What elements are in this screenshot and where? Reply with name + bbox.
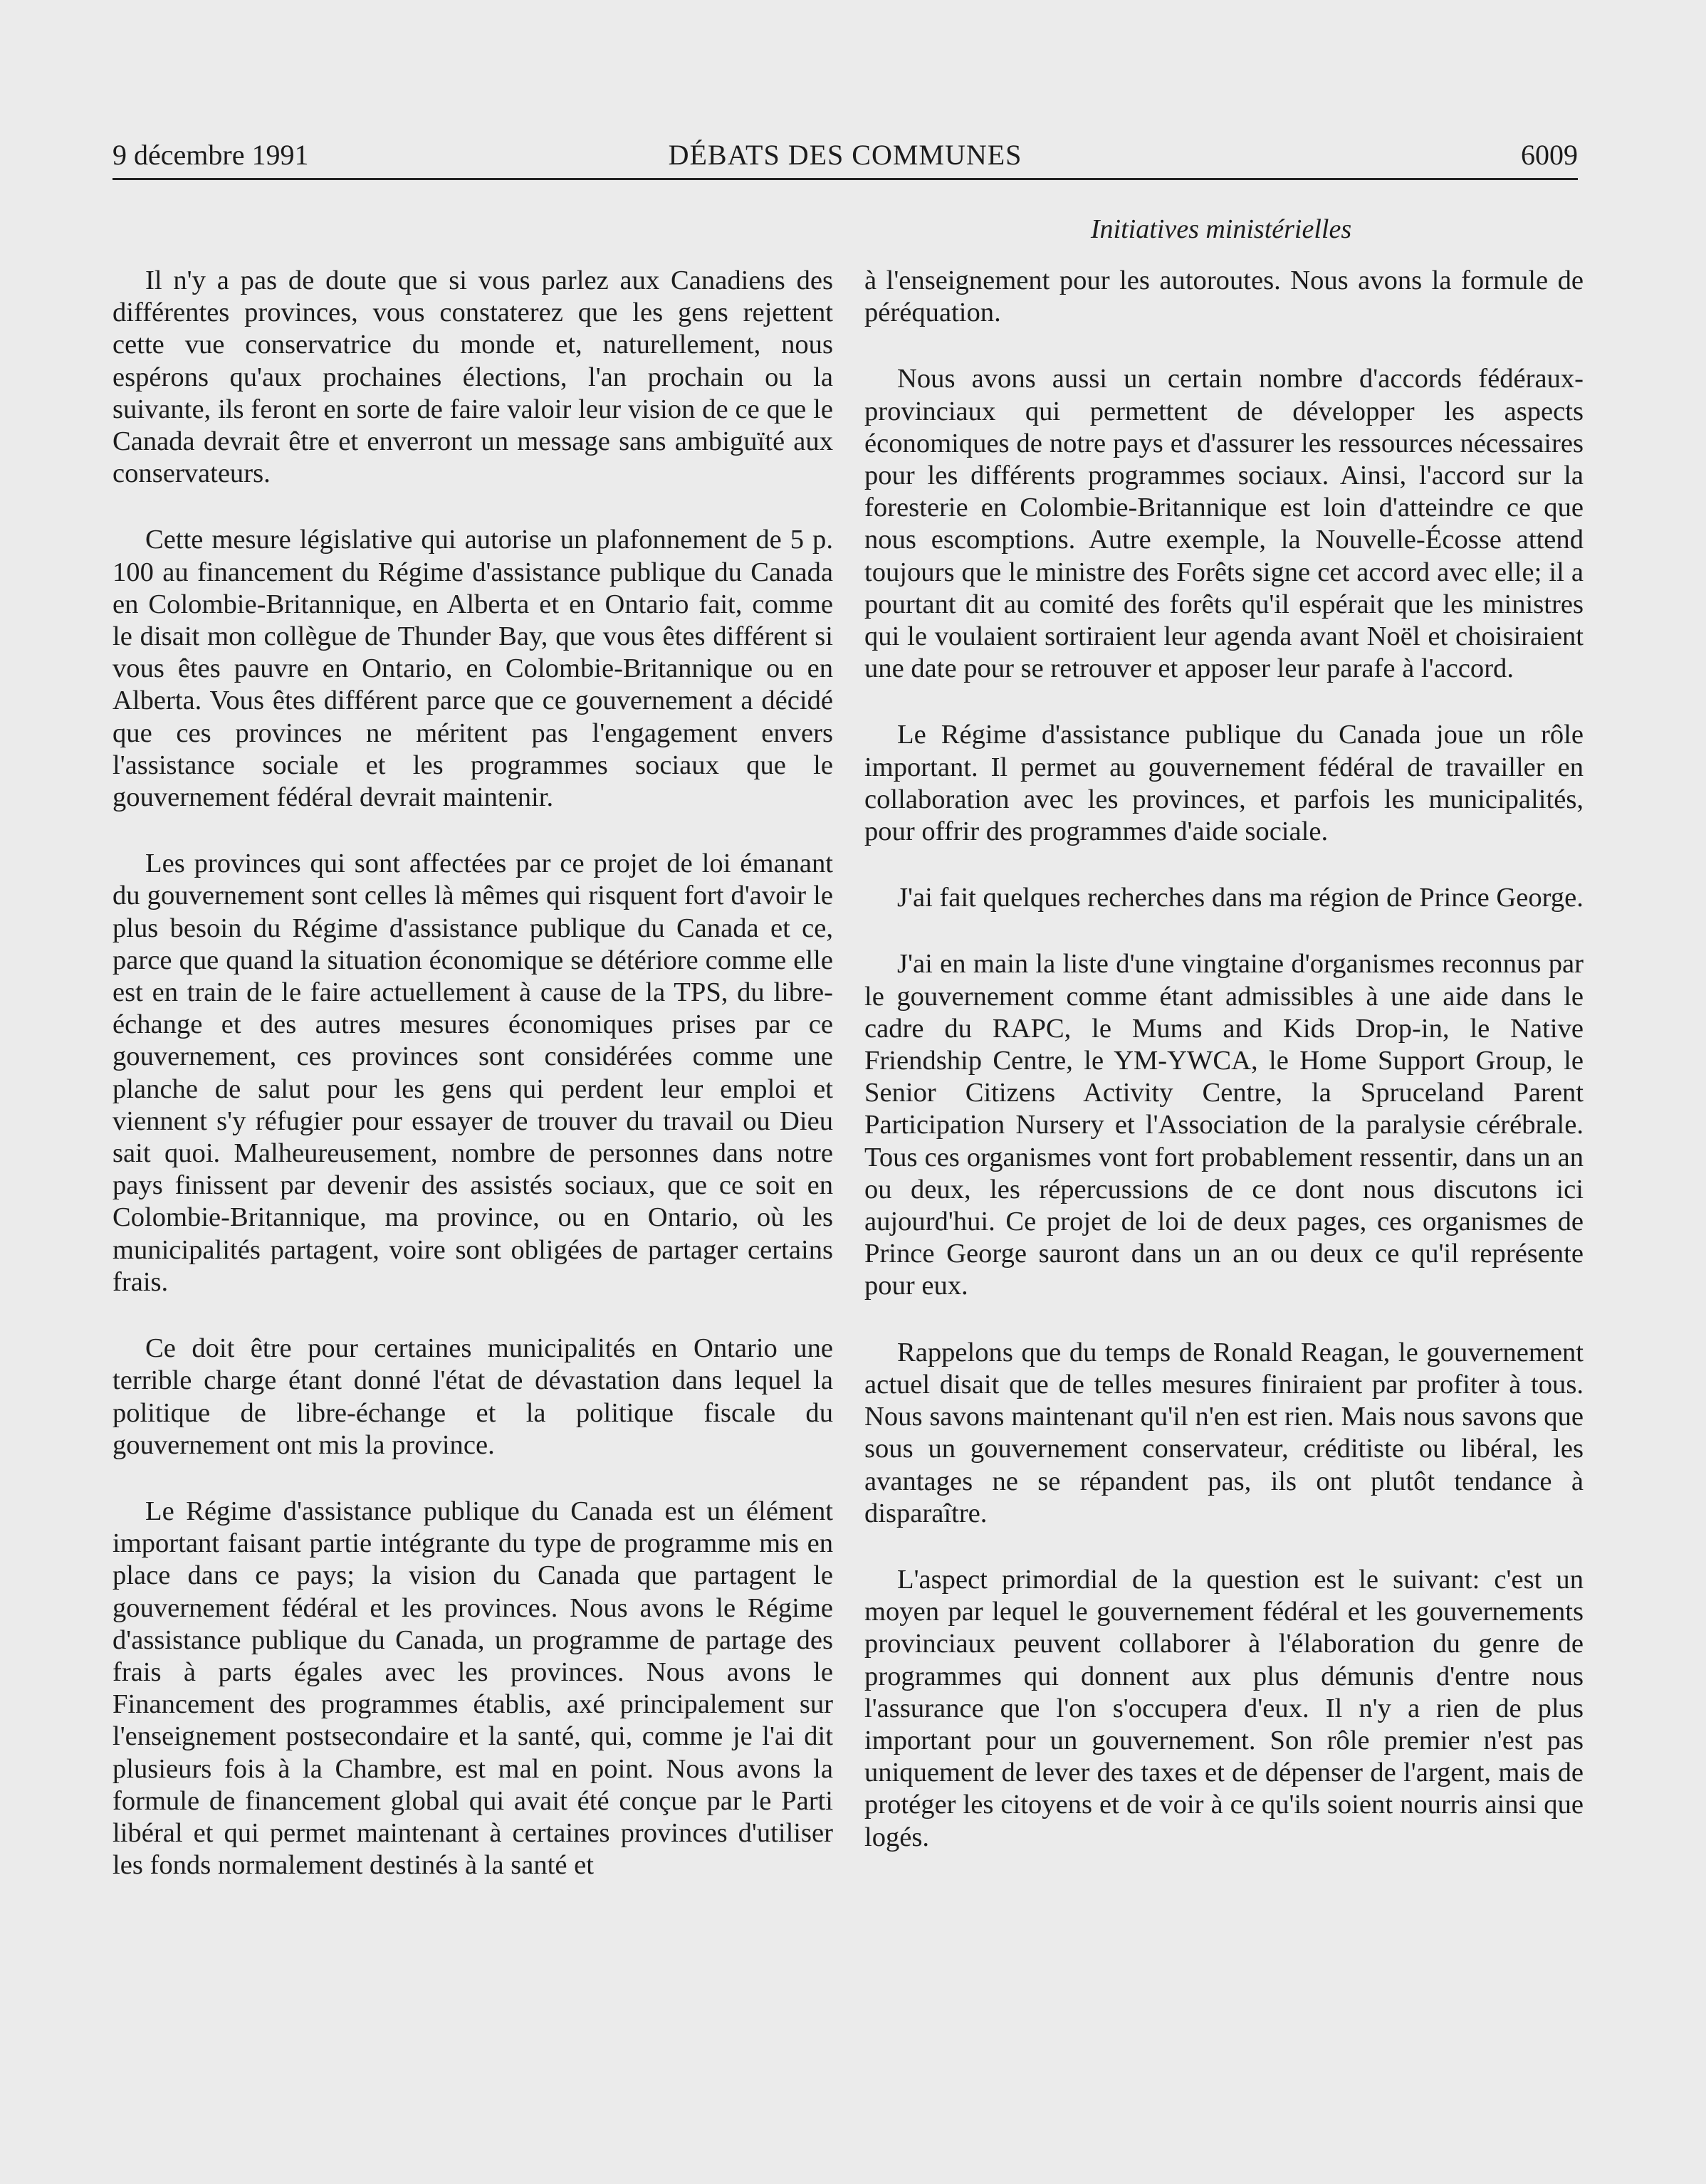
paragraph: Il n'y a pas de doute que si vous parlez aux Canadiens des différentes provinces, vous constaterez que les gens rejettent cette vue conservatrice du monde et, naturellement, nous espérons qu'aux prochaines élections, l'an prochain ou la suivante, ils feront en sorte de faire valoir leur vision de ce que le Canada devrait être et enverront un message sans ambiguïté aux conservateurs. xyxy=(112,266,833,489)
left-column xyxy=(112,265,833,1916)
paragraph-continuation: à l'enseignement pour les autoroutes. Nous avons la formule de péréquation. xyxy=(864,266,1584,328)
paragraph: J'ai fait quelques recherches dans ma région de Prince George. xyxy=(897,883,1584,913)
paragraph: Le Régime d'assistance publique du Canada joue un rôle important. Il permet au gouvernement fédéral de travailler en collaboration avec les provinces, et parfois les municipalités, pour offrir des programmes d'aide sociale. xyxy=(864,720,1584,847)
paragraph: Les provinces qui sont affectées par ce projet de loi émanant du gouvernement sont celles là mêmes qui risquent fort d'avoir le plus besoin du Régime d'assistance publique du Canada et ce, parce que quand la situation économique se détériore comme elle est en train de le faire actuellement à cause de la TPS, du libre-échange et des autres mesures économiques prises par ce gouvernement, ces provinces sont considérées comme une planche de salut pour les gens qui perdent leur emploi et viennent s'y réfugier pour essayer de trouver du travail ou Dieu sait quoi. Malheureusement, nombre de personnes dans notre pays finissent par devenir des assistés sociaux, que ce soit en Colombie-Britannique, ma province, ou en Ontario, où les municipalités partagent, voire sont obligées de partager certains frais. xyxy=(112,849,833,1297)
paragraph: Rappelons que du temps de Ronald Reagan, le gouvernement actuel disait que de telles mesures finiraient par profiter à tous. Nous savons maintenant qu'il n'en est rien. Mais nous savons que sous un gouvernement conservateur, créditiste ou libéral, les avantages ne se répandent pas, ils ont plutôt tendance à disparaître. xyxy=(864,1337,1584,1528)
paragraph: J'ai en main la liste d'une vingtaine d'organismes reconnus par le gouvernement comme étant admissibles à une aide dans le cadre du RAPC, le Mums and Kids Drop-in, le Native Friendship Centre, le YM-YWCA, le Home Support Group, le Senior Citizens Activity Centre, la Spruceland Parent Participation Nursery et l'Association de la paralysie cérébrale. Tous ces organismes vont fort probablement ressentir, dans un an ou deux, les répercussions de ce dont nous discutons ici aujourd'hui. Ce projet de loi de deux pages, ces organismes de Prince George sauront dans un an ou deux ce qu'il représente pour eux. xyxy=(864,949,1584,1301)
paragraph: Ce doit être pour certaines municipalités en Ontario une terrible charge étant donné l'état de dévastation dans lequel la politique de libre-échange et la politique fiscale du gouvernement ont mis la province. xyxy=(112,1333,833,1460)
header-date: 9 décembre 1991 xyxy=(112,139,309,171)
header-page-number: 6009 xyxy=(1521,139,1578,171)
page-header xyxy=(112,135,1578,180)
paragraph: Le Régime d'assistance publique du Canada est un élément important faisant partie intégrante du type de programme mis en place dans ce pays; la vision du Canada que partagent le gouvernement fédéral et les provinces. Nous avons le Régime d'assistance publique du Canada, un programme de partage des frais à parts égales avec les provinces. Nous avons le Financement des programmes établis, axé principalement sur l'enseignement postsecondaire et la santé, qui, comme je l'ai dit plusieurs fois à la Chambre, est mal en point. Nous avons la formule de financement global qui avait été conçue par le Parti libéral et qui permet maintenant à certaines provinces d'utiliser les fonds normalement destinés à la santé et xyxy=(112,1496,833,1881)
paragraph: Nous avons aussi un certain nombre d'accords fédéraux-provinciaux qui permettent de développer les aspects économiques de notre pays et d'assurer les ressources nécessaires pour les différents programmes sociaux. Ainsi, l'accord sur la foresterie en Colombie-Britannique est loin d'atteindre ce que nous escomptions. Autre exemple, la Nouvelle-Écosse attend toujours que le ministre des Forêts signe cet accord avec elle; il a pourtant dit au comité des forêts qu'il espérait que les ministres qui le voulaient sortiraient leur agenda avant Noël et choisiraient une date pour se retrouver et apposer leur parafe à l'accord. xyxy=(864,364,1584,684)
header-journal-title: DÉBATS DES COMMUNES xyxy=(668,139,1022,171)
right-column xyxy=(864,265,1584,1888)
paragraph: L'aspect primordial de la question est le suivant: c'est un moyen par lequel le gouvernement fédéral et les gouvernements provinciaux peuvent collaborer à l'élaboration du genre de programmes qui donnent aux plus démunis d'entre nous l'assurance que l'on s'occupera d'eux. Il n'y a rien de plus important pour un gouvernement. Son rôle premier n'est pas uniquement de lever des taxes et de dépenser de l'argent, mais de protéger les citoyens et de voir à ce qu'ils soient nourris ainsi que logés. xyxy=(864,1564,1584,1852)
section-title: Initiatives ministérielles xyxy=(1090,214,1352,244)
paragraph: Cette mesure législative qui autorise un plafonnement de 5 p. 100 au financement du Régime d'assistance publique du Canada en Colombie-Britannique, en Alberta et en Ontario fait, comme le disait mon collègue de Thunder Bay, que vous êtes différent si vous êtes pauvre en Ontario, en Colombie-Britannique ou en Alberta. Vous êtes différent parce que ce gouvernement a décidé que ces provinces ne méritent pas l'engagement envers l'assistance sociale et les programmes sociaux que le gouvernement fédéral devrait maintenir. xyxy=(112,525,833,813)
